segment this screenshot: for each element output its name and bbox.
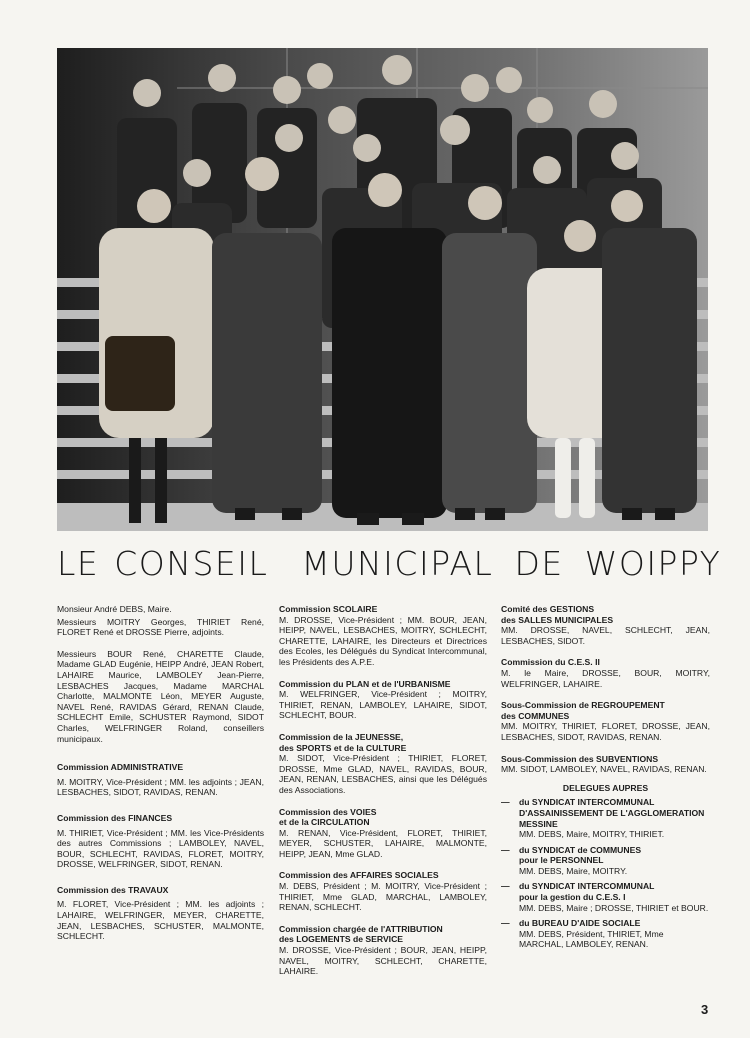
delegation-heading-line-2: pour le PERSONNEL <box>519 855 604 866</box>
commission-members: MM. DROSSE, NAVEL, SCHLECHT, JEAN, LESBACHES, SIDOT. <box>501 625 710 646</box>
commission-members: M. DROSSE, Vice-Président ; MM. BOUR, JEAN, HEIPP, NAVEL, LESBACHES, MOITRY, SCHLECHT, CHARETTE, LAHAIRE, les Directeurs et Directrices des Ecoles, les Délégués du Syndicat Intercommunal, les Présidents des A.P.E. <box>279 614 487 667</box>
page-title <box>57 544 722 583</box>
title-word: DE <box>514 544 564 583</box>
commission-heading-line-2: des COMMUNES <box>501 710 570 721</box>
delegation-heading: du SYNDICAT de COMMUNES <box>519 844 642 855</box>
commission-members: M. MOITRY, Vice-Président ; MM. les adjoints ; JEAN, LESBACHES, SIDOT, RAVIDAS, RENAN. <box>57 776 264 798</box>
commission-members: M. DROSSE, Vice-Président ; BOUR, JEAN, HEIPP, NAVEL, MOITRY, SCHLECHT, CHARETTE, LAHAIRE. <box>279 945 487 977</box>
commission-block <box>501 700 710 742</box>
commission-members: M. SIDOT, Vice-Président ; THIRIET, FLORET, DROSSE, Mme GLAD, NAVEL, RAVIDAS, BOUR, JEAN, RENAN, LESBACHES, ainsi que les Délégués des Associations. <box>279 753 487 795</box>
commission-block <box>279 732 487 796</box>
commission-heading: Commission du C.E.S. II <box>501 657 600 668</box>
delegation-members: MM. DEBS, Maire ; DROSSE, THIRIET et BOUR. <box>519 902 709 913</box>
commission-heading-line-2: des SPORTS et de la CULTURE <box>279 742 407 753</box>
commission-members: MM. MOITRY, THIRIET, FLORET, DROSSE, JEAN, LESBACHES, SIDOT, RAVIDAS, RENAN. <box>501 721 710 742</box>
column-2 <box>279 604 487 988</box>
commission-heading: Comité des GESTIONS <box>501 604 595 614</box>
commission-block <box>501 657 710 689</box>
delegation-heading: du SYNDICAT INTERCOMMUNAL <box>519 881 655 892</box>
commission-members: M. THIRIET, Vice-Président ; MM. les Vice-Présidents des autres Commissions ; LAMBOLEY, NAVEL, BOUR, SCHLECHT, RAVIDAS, FLORET, MOITRY, DROSSE, WELFRINGER, SIDOT, RENAN. <box>57 827 264 870</box>
commission-block <box>57 762 264 798</box>
commission-heading-line-2: des SALLES MUNICIPALES <box>501 614 614 625</box>
delegation-heading: du BUREAU D'AIDE SOCIALE <box>519 918 641 929</box>
commission-members: MM. SIDOT, LAMBOLEY, NAVEL, RAVIDAS, RENAN. <box>501 764 707 775</box>
commission-block <box>279 870 487 912</box>
commission-block <box>279 807 487 860</box>
commission-block <box>279 924 487 977</box>
commission-heading: Commission ADMINISTRATIVE <box>57 762 184 773</box>
title-word: WOIPPY <box>584 544 722 583</box>
page-number: 3 <box>701 1002 709 1017</box>
commission-block <box>57 885 264 942</box>
dash-mark: — <box>501 797 510 808</box>
commission-heading: Commission des VOIES <box>279 806 377 817</box>
commission-members: M. le Maire, DROSSE, BOUR, MOITRY, WELFRINGER, LAHAIRE. <box>501 667 710 689</box>
conseillers-paragraph: Messieurs BOUR René, CHARETTE Claude, Madame GLAD Eugénie, HEIPP André, JEAN Robert, LAHAIRE Maurice, LAMBOLEY Jean-Pierre, LESBACHES Jacques, Madame MARCHAL Charlotte, MALMONTE Léon, MEYER Auguste, NAVEL René, RAVIDAS Gérard, RENAN Claude, SCHLECHT Emile, SCHUSTER Raymond, SIDOT Charles, WELFRINGER Roland, conseillers municipaux. <box>57 648 264 744</box>
commission-block <box>501 604 710 646</box>
delegues-heading: DELEGUES AUPRES <box>562 782 649 793</box>
commission-heading: Commission du PLAN et de l'URBANISME <box>279 678 451 689</box>
commission-members: M. RENAN, Vice-Président, FLORET, THIRIET, MEYER, SCHUSTER, LAHAIRE, MALMONTE, HEIPP, JEAN, Mme GLAD. <box>279 827 487 859</box>
column-1 <box>57 604 264 953</box>
group-photo <box>57 48 708 531</box>
delegation-item <box>501 797 710 839</box>
commission-heading: Commission de la JEUNESSE, <box>279 731 404 742</box>
commission-heading: Commission des TRAVAUX <box>57 884 169 895</box>
title-word: MUNICIPAL <box>301 544 494 583</box>
adjoints-paragraph: Messieurs MOITRY Georges, THIRIET René, FLORET René et DROSSE Pierre, adjoints. <box>57 616 264 638</box>
commission-heading-line-2: et de la CIRCULATION <box>279 817 370 828</box>
commission-heading: Commission SCOLAIRE <box>279 604 378 614</box>
delegation-item <box>501 845 710 877</box>
commission-heading: Commission des AFFAIRES SOCIALES <box>279 870 439 881</box>
delegation-members: MM. DEBS, Maire, MOITRY, THIRIET. <box>519 829 665 840</box>
delegation-heading-line-2: D'ASSAINISSEMENT DE L'AGGLOMERATION MESSINE <box>519 807 705 829</box>
commission-block <box>501 754 710 775</box>
commission-block <box>57 813 264 870</box>
commission-heading: Sous-Commission de REGROUPEMENT <box>501 700 665 711</box>
commission-members: M. WELFRINGER, Vice-Président ; MOITRY, THIRIET, RENAN, LAMBOLEY, LAHAIRE, SIDOT, SCHLECHT, BOUR. <box>279 689 487 721</box>
delegation-item <box>501 881 710 913</box>
delegation-members: MM. DEBS, Maire, MOITRY. <box>519 865 628 876</box>
commission-heading: Sous-Commission des SUBVENTIONS <box>501 753 659 764</box>
title-word: CONSEIL <box>114 544 269 583</box>
dash-mark: — <box>501 881 510 892</box>
commission-block <box>279 604 487 668</box>
delegation-heading-line-2: pour la gestion du C.E.S. I <box>519 892 626 903</box>
column-3 <box>501 604 710 955</box>
commission-heading-line-2: des LOGEMENTS de SERVICE <box>279 934 404 945</box>
maire-line: Monsieur André DEBS, Maire. <box>57 604 172 614</box>
commission-members: M. FLORET, Vice-Président ; MM. les adjoints ; LAHAIRE, WELFRINGER, MEYER, CHARETTE, JEAN, LESBACHES, SCHUSTER, MALMONTE, SCHLECHT. <box>57 899 264 942</box>
dash-mark: — <box>501 918 510 929</box>
commission-heading: Commission des FINANCES <box>57 812 173 823</box>
delegation-heading: du SYNDICAT INTERCOMMUNAL <box>519 797 655 808</box>
commission-members: M. DEBS, Président ; M. MOITRY, Vice-Président ; THIRIET, Mme GLAD, MARCHAL, LAMBOLEY, RENAN, SCHLECHT. <box>279 881 487 913</box>
commission-block <box>279 679 487 721</box>
delegation-members: MM. DEBS, Président, THIRIET, Mme MARCHAL, LAMBOLEY, RENAN. <box>519 928 664 950</box>
delegation-item <box>501 918 710 950</box>
dash-mark: — <box>501 844 510 855</box>
commission-heading: Commission chargée de l'ATTRIBUTION <box>279 923 443 934</box>
title-word: LE <box>57 544 100 583</box>
